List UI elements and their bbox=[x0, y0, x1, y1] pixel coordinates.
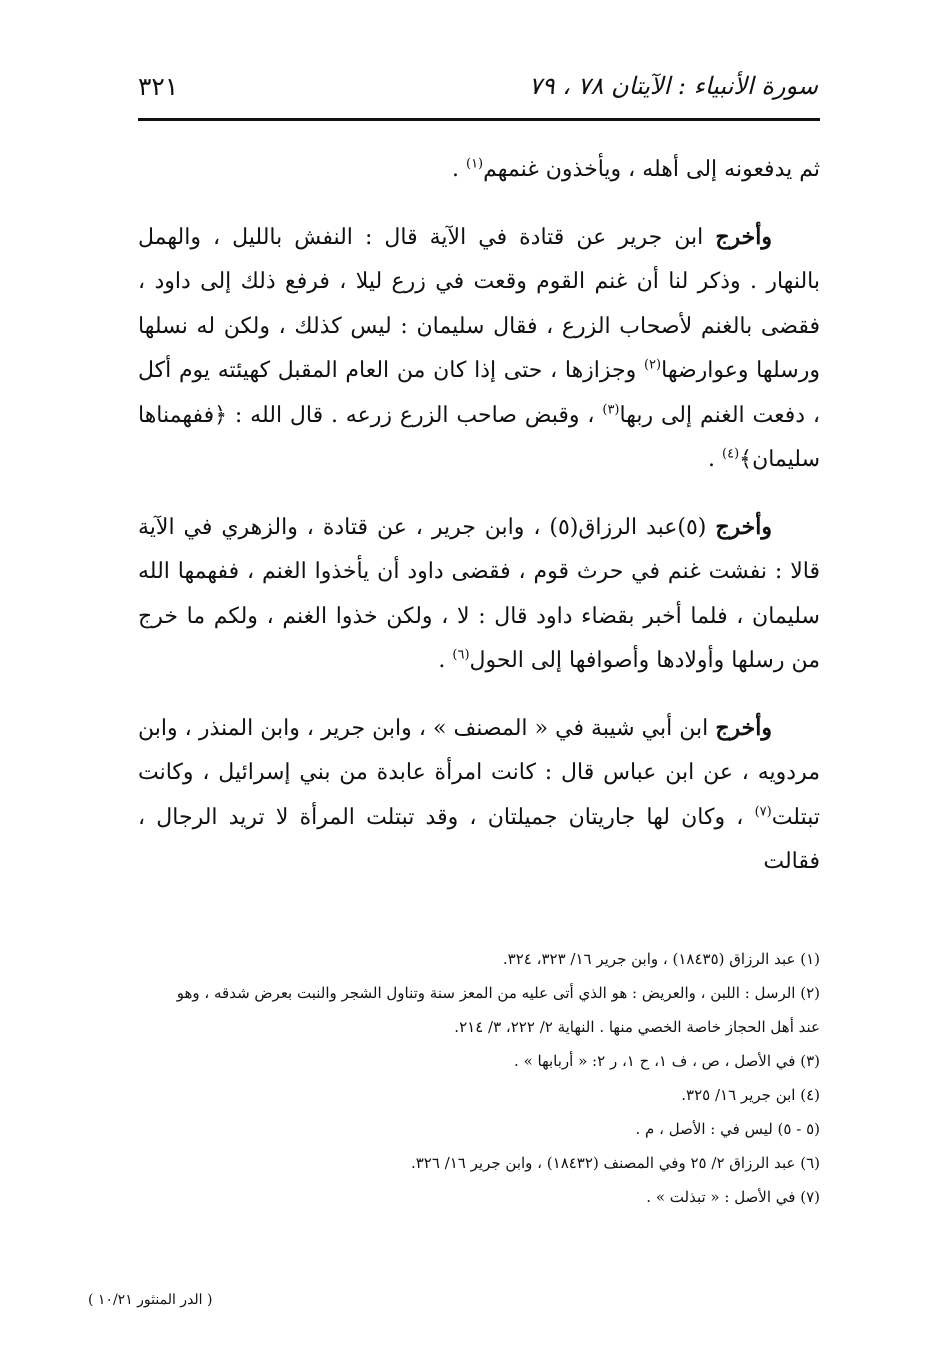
footnote-2: (٢) الرسل : اللبن ، والعريض : هو الذي أتى عليه من المعز سنة وتناول الشجر والنبت بعرض شدقه ، وهو bbox=[176, 984, 820, 1002]
paragraph-lead: وأخرج bbox=[715, 714, 772, 741]
footnote-marker: (٣) bbox=[602, 402, 620, 418]
printer-signature: ( الدر المنثور ١٠/٢١ ) bbox=[88, 1292, 213, 1308]
paragraph-1 bbox=[138, 148, 820, 193]
footnote-7: (٧) في الأصل : « تبذلت » . bbox=[646, 1188, 820, 1206]
paragraph-4 bbox=[138, 706, 820, 885]
page-number: ٣٢١ bbox=[138, 72, 179, 101]
footnotes bbox=[138, 942, 820, 1214]
paragraph-tail: . bbox=[451, 157, 466, 182]
footnote-4: (٤) ابن جرير ١٦/ ٣٢٥. bbox=[681, 1086, 820, 1104]
footnote-1: (١) عبد الرزاق (١٨٤٣٥) ، وابن جرير ١٦/ ٣٢٣، ٣٢٤. bbox=[502, 950, 820, 968]
paragraph-text: ابن أبي شيبة في « المصنف » ، وابن جرير ، وابن المنذر ، وابن مردويه ، عن ابن عباس قال : كانت امرأة عابدة من بني إسرائيل ، وكانت تبتلت bbox=[138, 715, 820, 830]
paragraph-text: (٥)عبد الرزاق(٥) ، وابن جرير ، عن قتادة ، والزهري في الآية قالا : نفشت غنم في حرث قوم ، فقضى داود أن يأخذوا الغنم ، ففهمها الله سليمان ، فلما أخبر بقضاء داود قال : لا ، ولكن خذوا الغنم ، ولكم ما خرج من رسلها وأولادها وأصوافها إلى الحول bbox=[138, 514, 820, 673]
footnote-6: (٦) عبد الرزاق ٢/ ٢٥ وفي المصنف (١٨٤٣٢) ، وابن جرير ١٦/ ٣٢٦. bbox=[410, 1154, 820, 1172]
footnote-marker: (٧) bbox=[754, 804, 772, 820]
paragraph-lead: وأخرج bbox=[715, 223, 772, 250]
paragraph-lead: وأخرج bbox=[715, 513, 773, 540]
main-text bbox=[138, 148, 820, 885]
paragraph-3 bbox=[138, 505, 820, 684]
footnote-marker: (٦) bbox=[452, 647, 470, 663]
paragraph-text: ابن جرير عن قتادة في الآية قال : النفش بالليل ، والهمل بالنهار . وذكر لنا أن غنم القوم وقعت في زرع ليلا ، فرفع ذلك إلى داود ، فقضى بالغنم لأصحاب الزرع ، فقال سليمان : ليس كذلك ، ولكن له نسلها ورسلها وعوارضها bbox=[138, 224, 820, 383]
footnote-marker: (٢) bbox=[643, 357, 662, 373]
paragraph-tail: ، وكان لها جاريتان جميلتان ، وقد تبتلت المرأة لا تريد الرجال ، فقالت bbox=[138, 804, 820, 874]
paragraph-2 bbox=[138, 215, 820, 483]
header-rule bbox=[138, 118, 820, 121]
footnote-3: (٣) في الأصل ، ص ، ف ١، ح ١، ر ٢: « أربابها » . bbox=[514, 1052, 820, 1070]
paragraph-tail: ، وقبض صاحب الزرع زرعه . قال الله : ﴿ففهمناها سليمان﴾ bbox=[138, 402, 820, 472]
footnote-2-continued: عند أهل الحجاز خاصة الخصي منها . النهاية ٢/ ٢٢٢، ٣/ ٢١٤. bbox=[454, 1018, 820, 1036]
footnote-5: (٥ - ٥) ليس في : الأصل ، م . bbox=[635, 1120, 820, 1138]
paragraph-tail: . bbox=[708, 447, 723, 472]
footnote-marker: (٤) bbox=[722, 446, 740, 462]
page-header bbox=[138, 66, 818, 116]
footnote-marker: (١) bbox=[465, 156, 484, 172]
paragraph-text: ثم يدفعونه إلى أهله ، ويأخذون غنمهم bbox=[483, 157, 820, 182]
paragraph-tail: وجزازها ، حتى إذا كان من العام المقبل كهيئته يوم أكل ، دفعت الغنم إلى ربها bbox=[138, 358, 820, 428]
paragraph-tail: . bbox=[438, 648, 453, 673]
running-title: سورة الأنبياء : الآيتان ٧٨ ، ٧٩ bbox=[528, 72, 818, 100]
